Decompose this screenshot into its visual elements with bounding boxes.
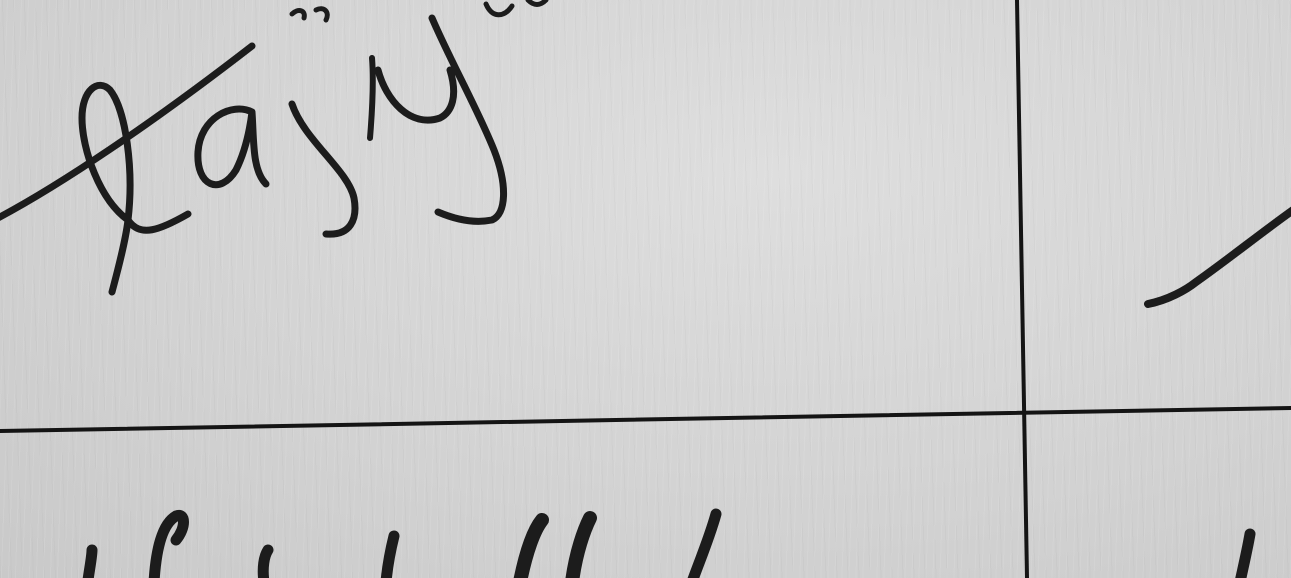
grid-line-vertical bbox=[1017, 0, 1027, 578]
partial-stroke-4 bbox=[386, 536, 394, 578]
signature-top-marks bbox=[292, 0, 546, 20]
signature-letter-a bbox=[198, 109, 266, 185]
partial-stroke-3 bbox=[263, 550, 268, 578]
partial-stroke-1 bbox=[88, 550, 92, 578]
partial-handwriting-bottom bbox=[88, 514, 716, 578]
signature bbox=[0, 0, 546, 292]
signature-letter-i bbox=[370, 58, 373, 138]
partial-stroke-5 bbox=[520, 518, 590, 578]
pen-stroke-top-right bbox=[1148, 208, 1291, 304]
pen-stroke-bottom-right bbox=[1240, 534, 1250, 578]
signature-letter-j bbox=[292, 104, 355, 234]
partial-stroke-6 bbox=[692, 514, 716, 578]
signature-letter-y bbox=[378, 18, 504, 221]
partial-stroke-2 bbox=[154, 515, 184, 578]
grid-line-horizontal bbox=[0, 408, 1291, 431]
signature-loop-stroke bbox=[82, 85, 188, 292]
